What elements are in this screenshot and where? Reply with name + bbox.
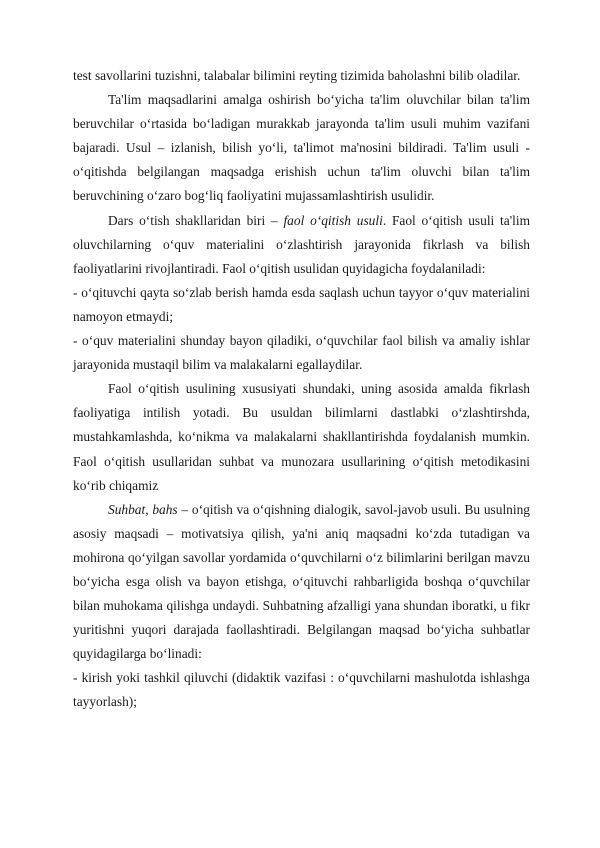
- term-suhbat-bahs: Suhbat, bahs: [108, 501, 178, 517]
- paragraph-faol-oqitish: [73, 209, 530, 281]
- document-body: [73, 64, 530, 715]
- paragraph-faol-oqitish-after: . Faol o‘qitish usuli ta'lim oluvchilarning o‘quv materialini o‘zlashtirish jarayonida fikrlash va bilish faoliyatlarini rivojlantiradi. Faol o‘qitish usulidan quyidagicha foydalaniladi:: [73, 212, 530, 276]
- paragraph-suhbat-bahs-after: – o‘qitish va o‘qishning dialogik, savol-javob usuli. Bu usulning asosiy maqsadi – motivatsiya qilish, ya'ni aniq maqsadni ko‘zda tutadigan va mohirona qo‘yilgan savollar yordamida o‘quvchilarni o‘z bilimlarini berilgan mavzu bo‘yicha esga olish va bayon etishga, o‘qituvchi rahbarligida boshqa o‘quvchilar bilan muhokama qilishga undaydi. Suhbatning afzalligi yana shundan iboratki, u fikr yuritishni yuqori darajada faollashtiradi. Belgilangan maqsad bo‘yicha suhbatlar quyidagilarga bo‘linadi:: [73, 501, 530, 662]
- list-item: - kirish yoki tashkil qiluvchi (didaktik vazifasi : o‘quvchilarni mashulotda ishlashga tayyorlash);: [73, 670, 530, 710]
- paragraph-continuation: test savollarini tuzishni, talabalar bilimini reyting tizimida baholashni bilib oladilar.: [73, 68, 521, 83]
- paragraph-xususiyati: Faol o‘qitish usulining xususiyati shundaki, uning asosida amalda fikrlash faoliyatiga intilish yotadi. Bu usuldan bilimlarni dastlabki o‘zlashtirshda, mustahkamlashda, ko‘nikma va malakalarni shakllantirishda foydalanish mumkin. Faol o‘qitish usullaridan suhbat va munozara usullarining o‘qitish metodikasini ko‘rib chiqamiz: [73, 381, 530, 493]
- list-item: - o‘quv materialini shunday bayon qiladiki, o‘quvchilar faol bilish va amaliy ishlar jarayonida mustaqil bilim va malakalarni egallaydilar.: [73, 333, 530, 373]
- list-item: - o‘qituvchi qayta so‘zlab berish hamda esda saqlash uchun tayyor o‘quv materialini namoyon etmaydi;: [73, 284, 530, 324]
- term-faol-oqitish-usuli: faol o‘qitish usuli: [283, 212, 383, 228]
- paragraph-faol-oqitish-before: Dars o‘tish shakllaridan biri –: [108, 212, 284, 228]
- paragraph-talim-usuli: Ta'lim maqsadlarini amalga oshirish bo‘yicha ta'lim oluvchilar bilan ta'lim beruvchilar o‘rtasida bo‘ladigan murakkab jarayonda ta'lim usuli muhim vazifani bajaradi. Usul – izlanish, bilish yo‘li, ta'limot ma'nosini bildiradi. Ta'lim usuli - o‘qitishda belgilangan maqsadga erishish uchun ta'lim oluvchi bilan ta'lim beruvchining o‘zaro bog‘liq faoliyatini mujassamlashtirish usulidir.: [73, 92, 530, 204]
- paragraph-suhbat-bahs: [73, 498, 530, 667]
